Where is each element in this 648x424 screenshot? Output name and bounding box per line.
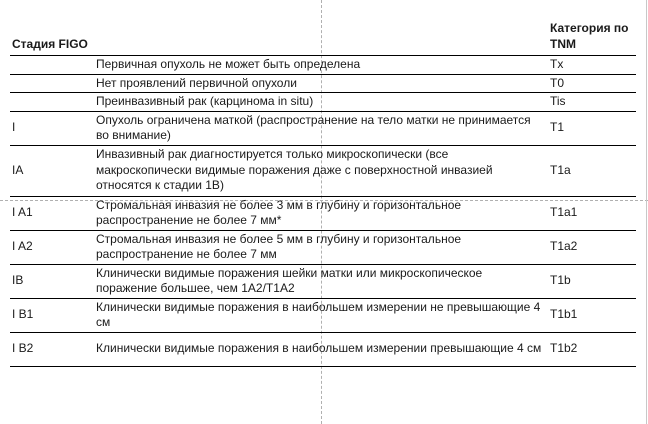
description-cell: Нет проявлений первичной опухоли	[92, 74, 548, 93]
figo-tnm-table	[10, 20, 636, 367]
table-row	[10, 298, 636, 332]
header-tnm: Категория по TNM	[548, 20, 636, 56]
tnm-cell: T1b	[548, 264, 636, 298]
stage-cell: I B1	[10, 298, 92, 332]
stage-cell	[10, 74, 92, 93]
description-cell: Опухоль ограничена маткой (распространение на тело матки не принимается во внимание)	[92, 111, 548, 145]
tnm-cell: Tis	[548, 93, 636, 112]
description-cell: Первичная опухоль не может быть определена	[92, 56, 548, 75]
description-cell: Клинически видимые поражения в наибольшем измерении не превышающие 4 см	[92, 298, 548, 332]
tnm-cell: T0	[548, 74, 636, 93]
stage-cell: I A2	[10, 230, 92, 264]
table-row	[10, 56, 636, 75]
tnm-cell: T1b1	[548, 298, 636, 332]
table-row	[10, 111, 636, 145]
tnm-cell: T1a2	[548, 230, 636, 264]
stage-cell: I A1	[10, 196, 92, 230]
stage-cell: IB	[10, 264, 92, 298]
table-row	[10, 145, 636, 196]
table-row	[10, 332, 636, 366]
table-row	[10, 264, 636, 298]
tnm-cell: T1	[548, 111, 636, 145]
description-cell: Стромальная инвазия не более 3 мм в глубину и горизонтальное распространение не более 7 мм*	[92, 196, 548, 230]
stage-cell: I B2	[10, 332, 92, 366]
description-cell: Преинвазивный рак (карцинома in situ)	[92, 93, 548, 112]
tnm-cell: T1b2	[548, 332, 636, 366]
description-cell: Клинически видимые поражения в наибольшем измерении превышающие 4 см	[92, 332, 548, 366]
header-description	[92, 20, 548, 56]
table-row	[10, 196, 636, 230]
header-row	[10, 20, 636, 56]
table-row	[10, 230, 636, 264]
page-edge	[646, 0, 647, 424]
description-cell: Клинически видимые поражения шейки матки или микроскопическое поражение большее, чем 1А2/Т1А2	[92, 264, 548, 298]
tnm-cell: T1a	[548, 145, 636, 196]
description-cell: Стромальная инвазия не более 5 мм в глубину и горизонтальное распространение не более 7 мм	[92, 230, 548, 264]
stage-cell: IA	[10, 145, 92, 196]
table-row	[10, 74, 636, 93]
stage-cell: I	[10, 111, 92, 145]
description-cell: Инвазивный рак диагностируется только микроскопически (все макроскопически видимые поражения даже с поверхностной инвазией относятся к стадии 1В)	[92, 145, 548, 196]
tnm-cell: T1a1	[548, 196, 636, 230]
tnm-cell: Tx	[548, 56, 636, 75]
stage-cell	[10, 93, 92, 112]
stage-cell	[10, 56, 92, 75]
table-row	[10, 93, 636, 112]
table-body	[10, 56, 636, 367]
header-stage: Стадия FIGO	[10, 20, 92, 56]
